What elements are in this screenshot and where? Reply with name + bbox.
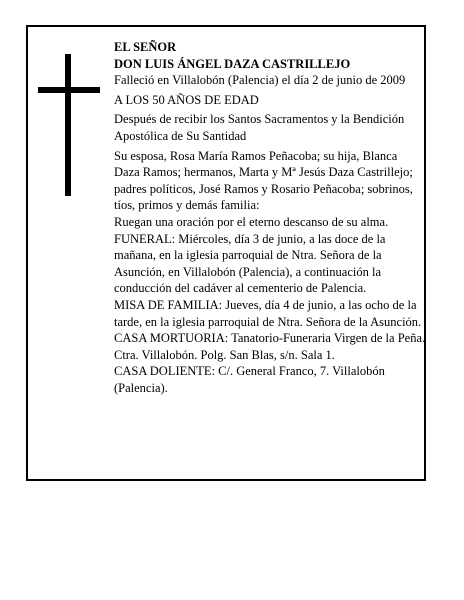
- mourning-house-label: CASA DOLIENTE:: [114, 364, 216, 379]
- funeral-label: FUNERAL:: [114, 231, 176, 246]
- deceased-name: DON LUIS ÁNGEL DAZA CASTRILLEJO: [114, 56, 351, 71]
- cross-icon: [38, 54, 100, 196]
- cross-horizontal-bar: [38, 87, 100, 93]
- mortuary-text: Tanatorio-Funeraria Virgen de la Peña. Ctra. Villalobón. Polg. San Blas, s/n. Sala 1.: [114, 331, 426, 362]
- mourning-house-info: [114, 363, 426, 396]
- prayer-line: Ruegan una oración por el eterno descanso de su alma.: [114, 214, 389, 229]
- title-line-1: EL SEÑOR: [114, 40, 177, 54]
- mass-info: [114, 297, 426, 330]
- age-line: A LOS 50 AÑOS DE EDAD: [114, 92, 259, 107]
- mortuary-info: [114, 330, 426, 363]
- funeral-text: Miércoles, día 3 de junio, a las doce de la mañana, en la iglesia parroquial de Ntra. Señora de la Asunción, en Villalobón (Palencia), a continuación la conducción del cadáver al cementerio de Palencia.: [114, 231, 386, 296]
- obituary-text: [114, 39, 426, 396]
- death-notice: Falleció en Villalobón (Palencia) el día 2 de junio de 2009: [114, 73, 406, 88]
- sacraments-line: Después de recibir los Santos Sacramentos y la Bendición Apostólica de Su Santidad: [114, 112, 405, 143]
- cross-vertical-bar: [65, 54, 71, 196]
- mourning-house-text: C/. General Franco, 7. Villalobón (Palencia).: [114, 364, 385, 395]
- funeral-info: [114, 231, 426, 297]
- mass-text: Jueves, día 4 de junio, a las ocho de la tarde, en la iglesia parroquial de Ntra. Señora de la Asunción.: [114, 297, 422, 329]
- mass-label: MISA DE FAMILIA:: [114, 297, 223, 312]
- mortuary-label: CASA MORTUORIA:: [114, 331, 229, 346]
- family-list: Su esposa, Rosa María Ramos Peñacoba; su hija, Blanca Daza Ramos; hermanos, Marta y Mª Jesús Daza Castrillejo; padres políticos, José Ramos y Rosario Peñacoba; sobrinos, tíos, primos y demás familia:: [114, 148, 413, 213]
